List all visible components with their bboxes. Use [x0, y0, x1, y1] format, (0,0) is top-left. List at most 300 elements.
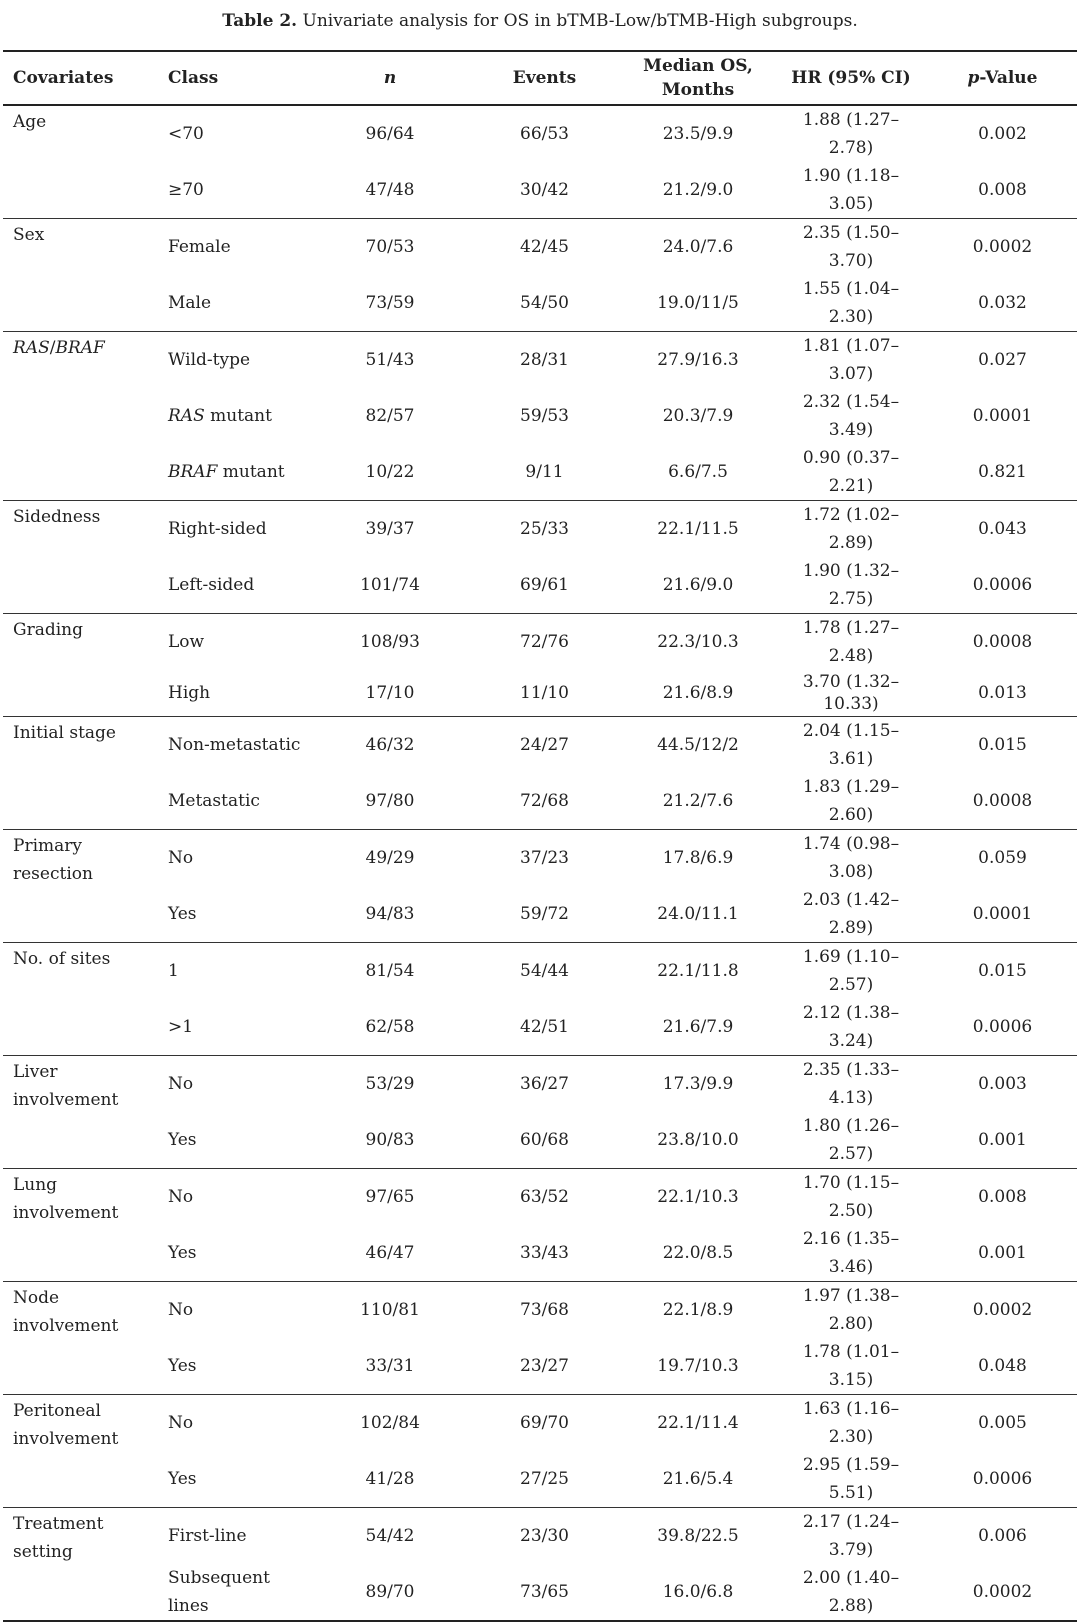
table-row — [3, 1056, 1077, 1113]
class-cell — [158, 332, 313, 389]
table-row — [3, 1282, 1077, 1339]
n-cell — [313, 1225, 467, 1282]
class-cell — [158, 830, 313, 887]
events-value: 73/65 — [520, 1582, 569, 1602]
events-value: 72/76 — [520, 632, 569, 652]
events-value: 72/68 — [520, 791, 569, 811]
hr-cell — [774, 275, 928, 332]
hr-value: 1.90 (1.32–2.75) — [802, 561, 900, 609]
hr-cell — [774, 388, 928, 444]
events-value: 63/52 — [520, 1187, 569, 1207]
median-os-cell — [622, 717, 774, 774]
events-value: 42/45 — [520, 237, 569, 257]
median-os-cell — [622, 614, 774, 671]
p-value-cell — [928, 557, 1077, 614]
class-label: Female — [168, 237, 231, 257]
class-label: No — [168, 1187, 194, 1207]
class-cell — [158, 275, 313, 332]
class-cell — [158, 444, 313, 501]
covariate-label-line1: Primary — [13, 836, 82, 856]
hr-value: 2.04 (1.15–3.61) — [802, 721, 900, 769]
header-p-italic: p — [967, 68, 980, 88]
hr-cell — [774, 219, 928, 276]
covariate-label-line2: involvement — [13, 1203, 119, 1223]
p-value-cell — [928, 332, 1077, 389]
events-cell — [467, 162, 622, 219]
events-cell — [467, 105, 622, 162]
n-value: 46/47 — [365, 1243, 415, 1263]
median-os-cell — [622, 501, 774, 558]
p-value-cell — [928, 219, 1077, 276]
header-median-line1: Median OS, — [643, 56, 753, 76]
hr-value: 1.78 (1.27–2.48) — [802, 618, 900, 666]
events-cell — [467, 999, 622, 1056]
hr-cell — [774, 717, 928, 774]
hr-cell — [774, 1395, 928, 1452]
n-cell — [313, 717, 467, 774]
class-cell — [158, 1225, 313, 1282]
hr-cell — [774, 773, 928, 830]
hr-value: 1.97 (1.38–2.80) — [802, 1286, 900, 1334]
covariate-cell — [3, 1282, 158, 1395]
class-label: Yes — [168, 1356, 197, 1376]
median-os-value: 24.0/7.6 — [662, 237, 734, 257]
p-value: 0.0006 — [972, 1017, 1033, 1037]
class-label: Yes — [168, 1469, 197, 1489]
class-label-rest: mutant — [217, 462, 285, 482]
hr-cell — [774, 1338, 928, 1395]
median-os-cell — [622, 105, 774, 162]
n-value: 101/74 — [360, 575, 420, 595]
hr-cell — [774, 943, 928, 1000]
table-row — [3, 999, 1077, 1056]
events-value: 42/51 — [520, 1017, 569, 1037]
n-value: 89/70 — [365, 1582, 415, 1602]
header-covariates: Covariates — [3, 51, 158, 105]
covariate-cell — [3, 332, 158, 501]
table-caption-text: Univariate analysis for OS in bTMB-Low/bTMB-High subgroups. — [302, 11, 858, 31]
p-value: 0.013 — [978, 683, 1027, 703]
table-row — [3, 1169, 1077, 1226]
hr-value: 1.80 (1.26–2.57) — [802, 1116, 900, 1164]
hr-value: 1.63 (1.16–2.30) — [802, 1399, 900, 1447]
hr-cell — [774, 557, 928, 614]
n-value: 81/54 — [365, 961, 415, 981]
n-cell — [313, 1112, 467, 1169]
p-value: 0.0001 — [972, 904, 1033, 924]
table-row — [3, 444, 1077, 501]
covariate-label: Initial stage — [13, 723, 116, 743]
n-cell — [313, 332, 467, 389]
median-os-cell — [622, 943, 774, 1000]
events-value: 27/25 — [520, 1469, 569, 1489]
table-row — [3, 1508, 1077, 1565]
n-cell — [313, 444, 467, 501]
median-os-value: 21.2/9.0 — [662, 180, 734, 200]
median-os-value: 27.9/16.3 — [657, 350, 739, 370]
class-label: No — [168, 1413, 194, 1433]
n-cell — [313, 162, 467, 219]
n-cell — [313, 1564, 467, 1621]
class-cell — [158, 1395, 313, 1452]
p-value: 0.0001 — [972, 406, 1033, 426]
p-value: 0.059 — [978, 848, 1027, 868]
median-os-cell — [622, 670, 774, 717]
header-hr: HR (95% CI) — [774, 51, 928, 105]
n-value: 33/31 — [365, 1356, 415, 1376]
events-cell — [467, 275, 622, 332]
table-row — [3, 557, 1077, 614]
median-os-value: 20.3/7.9 — [662, 406, 734, 426]
n-cell — [313, 1056, 467, 1113]
class-cell — [158, 162, 313, 219]
n-value: 51/43 — [365, 350, 415, 370]
n-value: 97/80 — [365, 791, 415, 811]
median-os-value: 23.5/9.9 — [662, 124, 734, 144]
class-label-line1: Subsequent — [168, 1568, 270, 1588]
median-os-value: 22.1/10.3 — [657, 1187, 739, 1207]
n-cell — [313, 501, 467, 558]
events-cell — [467, 557, 622, 614]
covariate-label-part: BRAF — [55, 338, 105, 358]
covariate-cell — [3, 1169, 158, 1282]
p-value-cell — [928, 670, 1077, 717]
p-value-cell — [928, 773, 1077, 830]
class-cell — [158, 1451, 313, 1508]
class-label-gene: BRAF — [168, 462, 218, 482]
p-value-cell — [928, 1451, 1077, 1508]
p-value-cell — [928, 1395, 1077, 1452]
median-os-cell — [622, 1112, 774, 1169]
events-cell — [467, 1451, 622, 1508]
covariate-label: Sex — [13, 225, 45, 245]
class-cell — [158, 670, 313, 717]
hr-cell — [774, 830, 928, 887]
median-os-cell — [622, 1169, 774, 1226]
events-value: 28/31 — [520, 350, 569, 370]
hr-cell — [774, 105, 928, 162]
n-value: 108/93 — [360, 632, 420, 652]
p-value-cell — [928, 388, 1077, 444]
median-os-cell — [622, 1282, 774, 1339]
p-value: 0.001 — [978, 1243, 1027, 1263]
p-value-cell — [928, 105, 1077, 162]
n-value: 17/10 — [365, 683, 415, 703]
n-cell — [313, 1508, 467, 1565]
n-cell — [313, 1282, 467, 1339]
events-value: 9/11 — [525, 462, 564, 482]
n-value: 70/53 — [365, 237, 415, 257]
covariate-label: Grading — [13, 620, 83, 640]
p-value-cell — [928, 162, 1077, 219]
hr-cell — [774, 1508, 928, 1565]
class-cell — [158, 614, 313, 671]
median-os-value: 21.6/9.0 — [662, 575, 734, 595]
p-value-cell — [928, 1056, 1077, 1113]
events-cell — [467, 1169, 622, 1226]
hr-cell — [774, 1112, 928, 1169]
p-value: 0.0008 — [972, 632, 1033, 652]
class-label-line2: lines — [168, 1596, 209, 1616]
n-value: 10/22 — [365, 462, 415, 482]
table-row — [3, 388, 1077, 444]
n-value: 94/83 — [365, 904, 415, 924]
events-value: 69/61 — [520, 575, 569, 595]
median-os-cell — [622, 444, 774, 501]
median-os-value: 22.1/11.5 — [657, 519, 739, 539]
n-value: 82/57 — [365, 406, 415, 426]
n-value: 49/29 — [365, 848, 415, 868]
class-label: No — [168, 848, 194, 868]
n-value: 62/58 — [365, 1017, 415, 1037]
class-label: Metastatic — [168, 791, 260, 811]
table-row — [3, 162, 1077, 219]
covariate-label-line1: Lung — [13, 1175, 58, 1195]
class-label: High — [168, 683, 211, 703]
covariate-label-sep: / — [49, 338, 56, 358]
class-label: Male — [168, 293, 212, 313]
table-row — [3, 830, 1077, 887]
hr-cell — [774, 162, 928, 219]
table-row — [3, 1338, 1077, 1395]
covariate-label: Sidedness — [13, 507, 101, 527]
events-value: 37/23 — [520, 848, 569, 868]
median-os-cell — [622, 557, 774, 614]
p-value-cell — [928, 1508, 1077, 1565]
median-os-value: 44.5/12/2 — [657, 735, 739, 755]
hr-value: 1.78 (1.01–3.15) — [802, 1342, 900, 1390]
p-value-cell — [928, 501, 1077, 558]
class-cell — [158, 105, 313, 162]
median-os-cell — [622, 1338, 774, 1395]
n-cell — [313, 219, 467, 276]
events-cell — [467, 943, 622, 1000]
n-cell — [313, 773, 467, 830]
n-value: 73/59 — [365, 293, 415, 313]
p-value: 0.003 — [978, 1074, 1027, 1094]
n-value: 90/83 — [365, 1130, 415, 1150]
events-cell — [467, 717, 622, 774]
class-label: Left-sided — [168, 575, 255, 595]
events-cell — [467, 1338, 622, 1395]
events-value: 59/72 — [520, 904, 569, 924]
table-row — [3, 1395, 1077, 1452]
median-os-cell — [622, 332, 774, 389]
class-label-rest: mutant — [204, 406, 272, 426]
events-value: 73/68 — [520, 1300, 569, 1320]
table-row — [3, 332, 1077, 389]
median-os-value: 17.8/6.9 — [662, 848, 734, 868]
hr-value: 1.74 (0.98–3.08) — [802, 834, 900, 882]
p-value: 0.048 — [978, 1356, 1027, 1376]
hr-value: 2.03 (1.42–2.89) — [802, 890, 900, 938]
hr-value: 1.83 (1.29–2.60) — [802, 777, 900, 825]
p-value-cell — [928, 1564, 1077, 1621]
covariate-cell — [3, 614, 158, 717]
table-row — [3, 943, 1077, 1000]
p-value: 0.0002 — [972, 237, 1033, 257]
events-cell — [467, 1564, 622, 1621]
median-os-value: 21.2/7.6 — [662, 791, 734, 811]
hr-cell — [774, 886, 928, 943]
class-cell — [158, 501, 313, 558]
events-value: 54/50 — [520, 293, 569, 313]
table-row — [3, 670, 1077, 717]
header-median-os — [622, 51, 774, 105]
p-value-cell — [928, 1169, 1077, 1226]
events-value: 23/30 — [520, 1526, 569, 1546]
events-cell — [467, 501, 622, 558]
covariate-label-line2: involvement — [13, 1316, 119, 1336]
hr-cell — [774, 501, 928, 558]
class-cell — [158, 1564, 313, 1621]
hr-value: 2.12 (1.38–3.24) — [802, 1003, 900, 1051]
covariate-label: Age — [13, 112, 47, 132]
hr-cell — [774, 1564, 928, 1621]
median-os-value: 17.3/9.9 — [662, 1074, 734, 1094]
n-cell — [313, 388, 467, 444]
n-cell — [313, 999, 467, 1056]
p-value-cell — [928, 1338, 1077, 1395]
hr-cell — [774, 1225, 928, 1282]
hr-value: 2.95 (1.59–5.51) — [802, 1455, 900, 1503]
covariate-cell — [3, 1508, 158, 1622]
hr-value: 1.72 (1.02–2.89) — [802, 505, 900, 553]
class-label: 1 — [168, 961, 179, 981]
p-value: 0.006 — [978, 1526, 1027, 1546]
table-row — [3, 105, 1077, 162]
covariate-label-line1: Liver — [13, 1062, 58, 1082]
table-caption-label: Table 2. — [222, 11, 298, 31]
class-label: <70 — [168, 124, 204, 144]
n-value: 47/48 — [365, 180, 415, 200]
class-label: Right-sided — [168, 519, 267, 539]
events-cell — [467, 614, 622, 671]
events-value: 23/27 — [520, 1356, 569, 1376]
median-os-value: 22.3/10.3 — [657, 632, 739, 652]
covariate-label: No. of sites — [13, 949, 111, 969]
events-cell — [467, 670, 622, 717]
n-value: 41/28 — [365, 1469, 415, 1489]
median-os-value: 21.6/5.4 — [662, 1469, 734, 1489]
class-cell — [158, 557, 313, 614]
class-cell — [158, 886, 313, 943]
median-os-cell — [622, 1564, 774, 1621]
covariate-label-line2: setting — [13, 1542, 73, 1562]
hr-value: 2.00 (1.40–2.88) — [802, 1568, 900, 1616]
n-value: 39/37 — [365, 519, 415, 539]
hr-value: 1.69 (1.10–2.57) — [802, 947, 900, 995]
table-row — [3, 1225, 1077, 1282]
median-os-cell — [622, 1056, 774, 1113]
median-os-value: 22.0/8.5 — [662, 1243, 734, 1263]
covariate-label-line2: resection — [13, 864, 93, 884]
univariate-table — [3, 50, 1077, 1622]
hr-cell — [774, 999, 928, 1056]
events-value: 24/27 — [520, 735, 569, 755]
table-row — [3, 614, 1077, 671]
n-value: 96/64 — [365, 124, 415, 144]
covariate-cell — [3, 943, 158, 1056]
p-value: 0.008 — [978, 180, 1027, 200]
covariate-cell — [3, 105, 158, 219]
median-os-value: 22.1/8.9 — [662, 1300, 734, 1320]
header-p-value — [928, 51, 1077, 105]
n-value: 46/32 — [365, 735, 415, 755]
median-os-cell — [622, 219, 774, 276]
class-cell — [158, 219, 313, 276]
hr-value: 2.35 (1.50–3.70) — [802, 223, 900, 271]
hr-cell — [774, 670, 928, 717]
table-row — [3, 1564, 1077, 1621]
median-os-value: 21.6/7.9 — [662, 1017, 734, 1037]
covariate-cell — [3, 501, 158, 614]
p-value: 0.0006 — [972, 575, 1033, 595]
header-class: Class — [158, 51, 313, 105]
hr-value: 1.90 (1.18–3.05) — [802, 166, 900, 214]
p-value: 0.043 — [978, 519, 1027, 539]
class-cell — [158, 999, 313, 1056]
events-value: 59/53 — [520, 406, 569, 426]
median-os-value: 23.8/10.0 — [657, 1130, 739, 1150]
p-value-cell — [928, 830, 1077, 887]
class-cell — [158, 1282, 313, 1339]
hr-value: 2.16 (1.35–3.46) — [802, 1229, 900, 1277]
class-cell — [158, 717, 313, 774]
class-cell — [158, 1056, 313, 1113]
p-value-cell — [928, 614, 1077, 671]
events-cell — [467, 773, 622, 830]
covariate-label-line1: Peritoneal — [13, 1401, 101, 1421]
median-os-value: 19.7/10.3 — [657, 1356, 739, 1376]
n-cell — [313, 886, 467, 943]
median-os-cell — [622, 162, 774, 219]
events-value: 30/42 — [520, 180, 569, 200]
events-value: 69/70 — [520, 1413, 569, 1433]
p-value-cell — [928, 1282, 1077, 1339]
events-cell — [467, 1508, 622, 1565]
class-cell — [158, 1112, 313, 1169]
class-label: First-line — [168, 1526, 247, 1546]
p-value: 0.015 — [978, 961, 1027, 981]
median-os-value: 22.1/11.4 — [657, 1413, 739, 1433]
median-os-cell — [622, 999, 774, 1056]
header-n: n — [313, 51, 467, 105]
events-cell — [467, 332, 622, 389]
median-os-value: 16.0/6.8 — [662, 1582, 734, 1602]
events-cell — [467, 388, 622, 444]
p-value: 0.0006 — [972, 1469, 1033, 1489]
n-cell — [313, 1169, 467, 1226]
header-median-line2: Months — [661, 80, 735, 100]
events-cell — [467, 1056, 622, 1113]
table-row — [3, 773, 1077, 830]
p-value: 0.032 — [978, 293, 1027, 313]
events-cell — [467, 1282, 622, 1339]
median-os-cell — [622, 275, 774, 332]
median-os-value: 24.0/11.1 — [657, 904, 739, 924]
class-label: Yes — [168, 904, 197, 924]
table-row — [3, 717, 1077, 774]
hr-cell — [774, 332, 928, 389]
table-body — [3, 105, 1077, 1621]
n-value: 54/42 — [365, 1526, 415, 1546]
events-value: 60/68 — [520, 1130, 569, 1150]
table-row — [3, 275, 1077, 332]
hr-cell — [774, 1451, 928, 1508]
covariate-cell — [3, 219, 158, 332]
p-value: 0.002 — [978, 124, 1027, 144]
